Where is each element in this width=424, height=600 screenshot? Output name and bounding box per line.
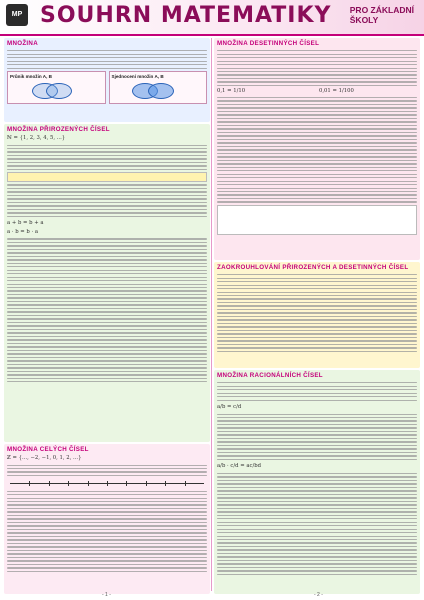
text-line [217,511,417,512]
text-line [7,287,207,288]
venn-union-box [109,71,208,104]
text-line [7,188,207,189]
text-line [7,529,207,530]
text-line [7,158,207,159]
text-line [217,135,417,136]
formula-decimal-tenth: 0,1 = 1/10 [217,88,246,95]
text-line [7,308,207,309]
text-line [217,560,417,561]
text-line [217,400,417,401]
text-line [7,155,207,156]
right-column [214,38,420,594]
text-line [217,333,417,334]
text-line [217,389,417,390]
section-cela-cisla [4,444,210,594]
text-line [7,494,207,495]
text-line [217,61,417,62]
text-line [217,563,417,564]
text-line [7,475,207,476]
text-line [217,201,417,202]
logo-text: MP [11,11,23,18]
section-title-mnoziny: MNOŽINA [7,40,38,47]
text-line [217,125,417,126]
text-line [217,167,417,168]
text-line [217,438,417,439]
formula-int-set: ℤ = {..., −2, −1, 0, 1, 2, ...} [7,455,82,461]
text-line [217,274,417,275]
text-line [217,476,417,477]
formula-commutative-add: a + b = b + a [7,220,44,227]
text-line [7,536,207,537]
number-line-mark [165,481,166,486]
text-block [214,97,420,203]
text-line [7,245,207,246]
text-line [7,280,207,281]
number-line-mark [126,481,127,486]
text-line [217,396,417,397]
text-line [217,181,417,182]
text-line [217,114,417,115]
number-line-mark [146,481,147,486]
text-line [217,74,417,75]
text-line [217,305,417,306]
section-zaokrouhlovani [214,262,420,368]
text-line [217,57,417,58]
text-line [7,145,207,146]
text-line [217,128,417,129]
text-line [217,71,417,72]
text-line [217,414,417,415]
text-line [7,205,207,206]
text-line [7,252,207,253]
text-line [7,54,207,55]
text-line [217,188,417,189]
text-line [7,148,207,149]
number-line-mark [29,481,30,486]
text-line [217,78,417,79]
text-block [214,382,420,401]
text-line [217,351,417,352]
text-line [217,281,417,282]
text-line [7,259,207,260]
text-line [7,209,207,210]
number-line-mark [88,481,89,486]
text-line [7,151,207,152]
text-line [7,301,207,302]
section-prirozena-cisla [4,124,210,442]
text-line [217,170,417,171]
text-line [217,104,417,105]
page-subtitle: PRO ZÁKLADNÍ ŠKOLY [349,5,414,25]
text-line [217,85,417,86]
left-column [4,38,210,594]
number-line-mark [68,481,69,486]
text-line [217,118,417,119]
text-line [217,121,417,122]
text-line [217,285,417,286]
text-line [217,156,417,157]
text-line [7,339,207,340]
text-line [217,490,417,491]
text-line [7,64,207,65]
text-line [217,344,417,345]
text-line [7,198,207,199]
text-line [7,504,207,505]
venn-intersection-box [7,71,106,104]
column-divider [211,38,212,591]
text-line [7,543,207,544]
section-title-prirozena: MNOŽINA PŘIROZENÝCH ČÍSEL [7,126,110,133]
text-line [217,532,417,533]
text-line [217,309,417,310]
text-block [214,414,420,461]
text-line [217,455,417,456]
text-line [217,81,417,82]
text-line [7,381,207,382]
text-line [217,515,417,516]
text-line [7,212,207,213]
text-block [4,465,210,477]
number-line-mark [107,481,108,486]
text-line [217,288,417,289]
venn-union-label: Sjednocení množin A, B [111,74,164,79]
text-line [7,297,207,298]
text-block [4,145,210,171]
text-line [7,557,207,558]
publisher-logo [6,4,28,26]
text-line [217,340,417,341]
text-line [217,316,417,317]
text-line [217,50,417,51]
text-line [7,191,207,192]
text-line [217,278,417,279]
formula-fraction-multiply: a/b · c/d = ac/bd [217,463,262,470]
venn-intersection-label: Průnik množin A, B [10,74,52,79]
text-line [7,371,207,372]
text-line [217,149,417,150]
text-line [7,329,207,330]
text-line [217,100,417,101]
text-line [217,347,417,348]
text-line [217,194,417,195]
text-line [217,139,417,140]
text-line [217,508,417,509]
text-line [217,382,417,383]
text-block [4,50,210,69]
venn-ellipse [46,83,72,99]
text-line [217,459,417,460]
text-line [217,64,417,65]
text-line [7,318,207,319]
text-line [7,294,207,295]
text-line [217,570,417,571]
text-line [217,549,417,550]
text-line [217,434,417,435]
text-line [217,574,417,575]
text-line [217,556,417,557]
text-line [217,448,417,449]
text-line [217,97,417,98]
text-line [217,319,417,320]
section-title-racionalni: MNOŽINA RACIONÁLNÍCH ČÍSEL [217,372,323,379]
text-line [7,165,207,166]
text-line [7,378,207,379]
text-line [7,374,207,375]
text-line [7,364,207,365]
text-block [4,491,210,573]
text-line [7,515,207,516]
text-line [217,386,417,387]
text-line [7,332,207,333]
text-line [7,322,207,323]
text-line [217,480,417,481]
highlight-strip [7,172,207,182]
text-line [7,325,207,326]
text-line [7,343,207,344]
text-block [214,473,420,575]
text-line [217,323,417,324]
text-line [7,468,207,469]
text-line [7,238,207,239]
text-line [217,487,417,488]
text-line [7,336,207,337]
text-line [7,525,207,526]
text-line [7,315,207,316]
text-line [217,567,417,568]
venn-union [112,79,205,101]
number-line-mark [185,481,186,486]
text-line [7,567,207,568]
text-line [217,54,417,55]
text-line [7,346,207,347]
text-line [7,491,207,492]
text-line [217,441,417,442]
text-line [7,532,207,533]
text-line [7,249,207,250]
text-line [217,539,417,540]
text-line [217,142,417,143]
text-line [217,504,417,505]
formula-nat-set: ℕ = {1, 2, 3, 4, 5, ...} [7,135,66,141]
text-line [7,465,207,466]
number-line-mark [49,481,50,486]
text-line [217,452,417,453]
text-line [217,163,417,164]
text-line [7,501,207,502]
text-line [217,198,417,199]
section-desetinna-cisla [214,38,420,260]
text-line [7,162,207,163]
text-line [7,564,207,565]
text-line [7,61,207,62]
text-line [7,471,207,472]
text-line [217,111,417,112]
text-line [217,393,417,394]
text-line [217,518,417,519]
text-line [217,295,417,296]
text-line [217,542,417,543]
text-line [7,256,207,257]
text-line [7,50,207,51]
formula-commutative-mul: a · b = b · a [7,228,39,235]
text-line [7,263,207,264]
text-line [217,546,417,547]
text-line [7,242,207,243]
text-line [7,290,207,291]
text-line [7,498,207,499]
text-line [217,420,417,421]
number-line [10,478,204,488]
section-title-desetinna: MNOŽINA DESETINNÝCH ČÍSEL [217,40,320,47]
text-line [217,431,417,432]
text-block [4,184,210,217]
text-line [217,483,417,484]
page-number-left: - 1 - [102,592,111,598]
text-block [214,50,420,86]
text-line [217,174,417,175]
text-line [217,529,417,530]
text-line [217,312,417,313]
section-title-zaokrouhlovani: ZAOKROUHLOVÁNÍ PŘIROZENÝCH A DESETINNÝCH ČÍSEL [217,264,409,271]
text-line [7,360,207,361]
text-line [7,304,207,305]
section-title-cela: MNOŽINA CELÝCH ČÍSEL [7,446,89,453]
text-line [7,216,207,217]
text-line [217,292,417,293]
text-line [217,473,417,474]
text-line [7,350,207,351]
text-line [7,353,207,354]
text-block [4,238,210,382]
text-line [7,367,207,368]
text-line [217,184,417,185]
formula-fraction-equality: a/b = c/d [217,404,242,410]
text-line [217,424,417,425]
text-line [217,153,417,154]
text-line [217,536,417,537]
text-line [7,311,207,312]
text-line [217,146,417,147]
text-line [217,427,417,428]
text-line [217,68,417,69]
text-line [7,508,207,509]
text-line [7,511,207,512]
text-line [217,494,417,495]
section-racionalni-cisla [214,370,420,594]
text-line [217,107,417,108]
text-line [7,273,207,274]
text-line [217,298,417,299]
text-line [7,518,207,519]
text-line [217,132,417,133]
text-line [217,445,417,446]
section-mnoziny [4,38,210,122]
text-line [217,191,417,192]
text-line [7,270,207,271]
text-line [7,184,207,185]
text-line [7,560,207,561]
text-line [7,522,207,523]
text-line [7,277,207,278]
text-line [217,326,417,327]
page-number-right: - 2 - [314,592,323,598]
text-line [7,553,207,554]
text-line [7,284,207,285]
page-title: SOUHRN MATEMATIKY [40,3,332,28]
text-line [7,539,207,540]
text-line [217,417,417,418]
venn-ellipse [148,83,174,99]
formula-decimal-hundredth: 0,01 = 1/100 [319,88,354,95]
decimal-example-box [217,205,417,235]
text-line [7,357,207,358]
text-line [7,571,207,572]
text-line [7,202,207,203]
venn-intersection [10,79,103,101]
text-line [7,68,207,69]
text-line [7,550,207,551]
text-line [217,337,417,338]
text-line [217,501,417,502]
text-line [217,177,417,178]
text-line [7,169,207,170]
text-line [7,266,207,267]
header [0,0,424,36]
text-line [217,525,417,526]
text-line [7,195,207,196]
text-line [7,57,207,58]
text-line [7,546,207,547]
text-line [217,330,417,331]
text-block [214,274,420,352]
text-line [217,522,417,523]
text-line [217,160,417,161]
text-line [217,497,417,498]
text-line [217,553,417,554]
text-line [217,302,417,303]
